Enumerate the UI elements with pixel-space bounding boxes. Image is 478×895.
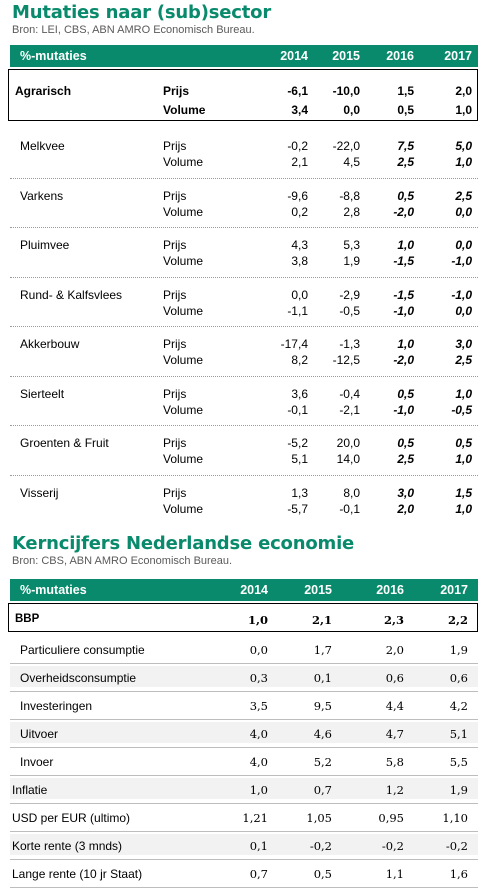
sector-name: Groenten & Fruit [20, 436, 109, 450]
kerncijfer-row [0, 725, 478, 745]
row-separator [10, 803, 478, 804]
value-cell: -2,9 [339, 288, 360, 302]
value-cell: -5,7 [287, 502, 308, 516]
value-cell: -9,6 [287, 189, 308, 203]
sector-volume-row [0, 450, 478, 470]
value-cell: 1,05 [306, 811, 332, 825]
value-cell: 5,1 [291, 452, 308, 466]
header-label: %-mutaties [20, 49, 87, 63]
sector-name: Akkerbouw [20, 337, 80, 351]
section1-title: Mutaties naar (sub)sector [12, 2, 271, 23]
value-cell: 1,0 [247, 613, 268, 627]
value-cell: 0,5 [397, 387, 414, 401]
value-cell: 1,1 [385, 867, 404, 881]
prijs-label: Prijs [163, 238, 187, 252]
row-separator [10, 719, 478, 720]
section1-source: Bron: LEI, CBS, ABN AMRO Economisch Bureau. [12, 24, 255, 36]
header-year-2015: 2015 [332, 49, 360, 63]
prijs-label: Prijs [163, 436, 187, 450]
row-separator [10, 376, 478, 377]
kerncijfer-name: Investeringen [20, 699, 93, 713]
value-cell: -0,1 [339, 502, 360, 516]
kerncijfer-row [0, 669, 478, 689]
value-cell: 0,5 [397, 189, 414, 203]
value-cell: 3,6 [291, 387, 308, 401]
value-cell: -0,4 [339, 387, 360, 401]
header-year-2014: 2014 [240, 583, 268, 597]
sector-name: Melkvee [20, 139, 65, 153]
value-cell: 0,2 [291, 205, 308, 219]
value-cell: 0,5 [397, 103, 414, 117]
value-cell: 2,5 [397, 452, 414, 466]
value-cell: 0,7 [249, 867, 268, 881]
value-cell: 1,0 [455, 452, 472, 466]
value-cell: 3,0 [455, 337, 472, 351]
value-cell: -8,8 [339, 189, 360, 203]
kerncijfer-row [0, 697, 478, 717]
value-cell: 1,21 [242, 811, 268, 825]
kerncijfer-name: Korte rente (3 mnds) [12, 839, 123, 853]
value-cell: 2,0 [385, 643, 404, 657]
header-year-2016: 2016 [386, 49, 414, 63]
value-cell: -1,3 [339, 337, 360, 351]
value-cell: 20,0 [336, 436, 360, 450]
kerncijfer-row [0, 753, 478, 773]
value-cell: 2,0 [455, 84, 472, 98]
row-separator [10, 691, 478, 692]
value-cell: -12,5 [332, 353, 360, 367]
prijs-label: Prijs [163, 288, 187, 302]
kerncijfer-name: Lange rente (10 jr Staat) [12, 867, 143, 881]
value-cell: 5,3 [343, 238, 360, 252]
value-cell: 1,2 [385, 783, 404, 797]
sector-name: Sierteelt [20, 387, 65, 401]
value-cell: 0,7 [313, 783, 332, 797]
row-separator [10, 227, 478, 228]
sector-volume-row [0, 500, 478, 520]
row-separator [10, 663, 478, 664]
value-cell: -0,2 [287, 139, 308, 153]
header-label: %-mutaties [20, 583, 87, 597]
value-cell: 3,5 [249, 699, 268, 713]
value-cell: 0,3 [249, 671, 268, 685]
value-cell: 4,3 [291, 238, 308, 252]
row-separator [10, 747, 478, 748]
value-cell: 1,10 [442, 811, 468, 825]
value-cell: -1,1 [287, 304, 308, 318]
value-cell: 1,0 [455, 387, 472, 401]
sector-volume-row [0, 302, 478, 322]
value-cell: -0,5 [451, 403, 472, 417]
value-cell: 0,0 [455, 304, 472, 318]
value-cell: -0,2 [381, 839, 404, 853]
value-cell: 1,7 [313, 643, 332, 657]
kerncijfer-name: Uitvoer [20, 727, 59, 741]
sector-name: Varkens [20, 189, 64, 203]
sector-volume-row [0, 153, 478, 173]
value-cell: 0,1 [313, 671, 332, 685]
sector-volume-row [0, 252, 478, 272]
prijs-label: Prijs [163, 139, 187, 153]
value-cell: 4,7 [385, 727, 404, 741]
value-cell: 4,5 [343, 155, 360, 169]
row-separator [10, 831, 478, 832]
value-cell: 1,9 [449, 643, 468, 657]
volume-label: Volume [163, 103, 206, 117]
sector-volume-row [0, 401, 478, 421]
value-cell: 4,6 [313, 727, 332, 741]
volume-label: Volume [163, 155, 204, 169]
prijs-label: Prijs [163, 387, 187, 401]
prijs-label: Prijs [163, 337, 187, 351]
value-cell: -1,0 [451, 288, 472, 302]
value-cell: 8,0 [343, 486, 360, 500]
value-cell: 5,0 [455, 139, 472, 153]
value-cell: -1,5 [393, 288, 414, 302]
value-cell: 2,2 [447, 613, 468, 627]
value-cell: -2,1 [339, 403, 360, 417]
value-cell: -1,0 [451, 254, 472, 268]
value-cell: 5,2 [313, 755, 332, 769]
value-cell: 2,5 [455, 189, 472, 203]
value-cell: 1,0 [249, 783, 268, 797]
value-cell: 3,4 [291, 103, 308, 117]
kerncijfer-row [0, 837, 478, 857]
value-cell: 5,1 [449, 727, 468, 741]
value-cell: 1,6 [449, 867, 468, 881]
value-cell: 9,5 [313, 699, 332, 713]
kerncijfer-name: Overheidsconsumptie [20, 671, 137, 685]
row-separator [10, 277, 478, 278]
value-cell: -10,0 [332, 84, 360, 98]
kerncijfer-name: USD per EUR (ultimo) [12, 811, 131, 825]
value-cell: 14,0 [336, 452, 360, 466]
prijs-label: Prijs [163, 84, 190, 98]
value-cell: 2,5 [455, 353, 472, 367]
value-cell: 3,0 [397, 486, 414, 500]
value-cell: 1,0 [455, 103, 472, 117]
volume-label: Volume [163, 403, 204, 417]
row-separator [10, 775, 478, 776]
value-cell: 1,5 [397, 84, 414, 98]
row-separator [10, 326, 478, 327]
sector-name: Visserij [20, 486, 59, 500]
value-cell: 0,0 [249, 643, 268, 657]
row-separator [10, 859, 478, 860]
volume-label: Volume [163, 502, 204, 516]
kerncijfer-row [0, 781, 478, 801]
kerncijfer-name: Invoer [20, 755, 54, 769]
prijs-label: Prijs [163, 486, 187, 500]
kerncijfer-name: Inflatie [12, 783, 48, 797]
value-cell: 7,5 [397, 139, 414, 153]
sector-name: Pluimvee [20, 238, 70, 252]
value-cell: 0,6 [385, 671, 404, 685]
section1-header [10, 45, 478, 67]
row-separator [10, 425, 478, 426]
header-year-2017: 2017 [440, 583, 468, 597]
value-cell: 1,9 [343, 254, 360, 268]
value-cell: -5,2 [287, 436, 308, 450]
volume-label: Volume [163, 353, 204, 367]
value-cell: 1,0 [397, 238, 414, 252]
value-cell: 1,0 [397, 337, 414, 351]
value-cell: -0,5 [339, 304, 360, 318]
agrarisch-volume-row [0, 101, 478, 121]
row-separator [10, 475, 478, 476]
value-cell: 0,5 [455, 436, 472, 450]
value-cell: 2,5 [397, 155, 414, 169]
value-cell: -1,0 [393, 403, 414, 417]
value-cell: 0,0 [455, 205, 472, 219]
value-cell: -0,2 [445, 839, 468, 853]
kerncijfer-name: Particuliere consumptie [20, 643, 145, 657]
header-year-2014: 2014 [280, 49, 308, 63]
value-cell: -1,0 [393, 304, 414, 318]
value-cell: 4,2 [449, 699, 468, 713]
value-cell: 4,4 [385, 699, 404, 713]
agrarisch-prijs-row [0, 82, 478, 102]
value-cell: 2,3 [383, 613, 404, 627]
value-cell: -2,0 [393, 353, 414, 367]
sector-name: Rund- & Kalfsvlees [20, 288, 123, 302]
value-cell: 4,0 [249, 755, 268, 769]
value-cell: 0,6 [449, 671, 468, 685]
value-cell: 1,0 [455, 155, 472, 169]
value-cell: -22,0 [332, 139, 360, 153]
prijs-label: Prijs [163, 189, 187, 203]
value-cell: 0,0 [455, 238, 472, 252]
kerncijfer-row [0, 865, 478, 885]
value-cell: 1,5 [455, 486, 472, 500]
value-cell: 8,2 [291, 353, 308, 367]
sector-volume-row [0, 203, 478, 223]
value-cell: 2,8 [343, 205, 360, 219]
value-cell: 3,8 [291, 254, 308, 268]
kerncijfer-row [0, 809, 478, 829]
bbp-row [0, 611, 478, 631]
header-year-2017: 2017 [444, 49, 472, 63]
value-cell: 0,1 [249, 839, 268, 853]
value-cell: 1,0 [455, 502, 472, 516]
kerncijfer-row [0, 641, 478, 661]
value-cell: -1,5 [393, 254, 414, 268]
header-year-2015: 2015 [304, 583, 332, 597]
section2-header [10, 579, 478, 601]
value-cell: 2,0 [397, 502, 414, 516]
value-cell: 5,8 [385, 755, 404, 769]
value-cell: -6,1 [287, 84, 308, 98]
value-cell: -17,4 [280, 337, 308, 351]
value-cell: 2,1 [291, 155, 308, 169]
value-cell: -0,1 [287, 403, 308, 417]
sector-volume-row [0, 351, 478, 371]
value-cell: 5,5 [449, 755, 468, 769]
value-cell: 0,0 [291, 288, 308, 302]
section2-title: Kerncijfers Nederlandse economie [12, 533, 355, 554]
section2-source: Bron: CBS, ABN AMRO Economisch Bureau. [12, 555, 233, 567]
row-separator [10, 887, 478, 888]
value-cell: -0,2 [309, 839, 332, 853]
value-cell: 0,0 [343, 103, 360, 117]
value-cell: 1,9 [449, 783, 468, 797]
value-cell: 1,3 [291, 486, 308, 500]
bbp-label: BBP [15, 613, 40, 625]
volume-label: Volume [163, 304, 204, 318]
value-cell: 0,95 [378, 811, 404, 825]
value-cell: 4,0 [249, 727, 268, 741]
volume-label: Volume [163, 254, 204, 268]
row-separator [10, 178, 478, 179]
value-cell: 0,5 [313, 867, 332, 881]
value-cell: 2,1 [311, 613, 332, 627]
volume-label: Volume [163, 205, 204, 219]
value-cell: 0,5 [397, 436, 414, 450]
agrarisch-label: Agrarisch [15, 84, 72, 98]
value-cell: -2,0 [393, 205, 414, 219]
header-year-2016: 2016 [376, 583, 404, 597]
volume-label: Volume [163, 452, 204, 466]
